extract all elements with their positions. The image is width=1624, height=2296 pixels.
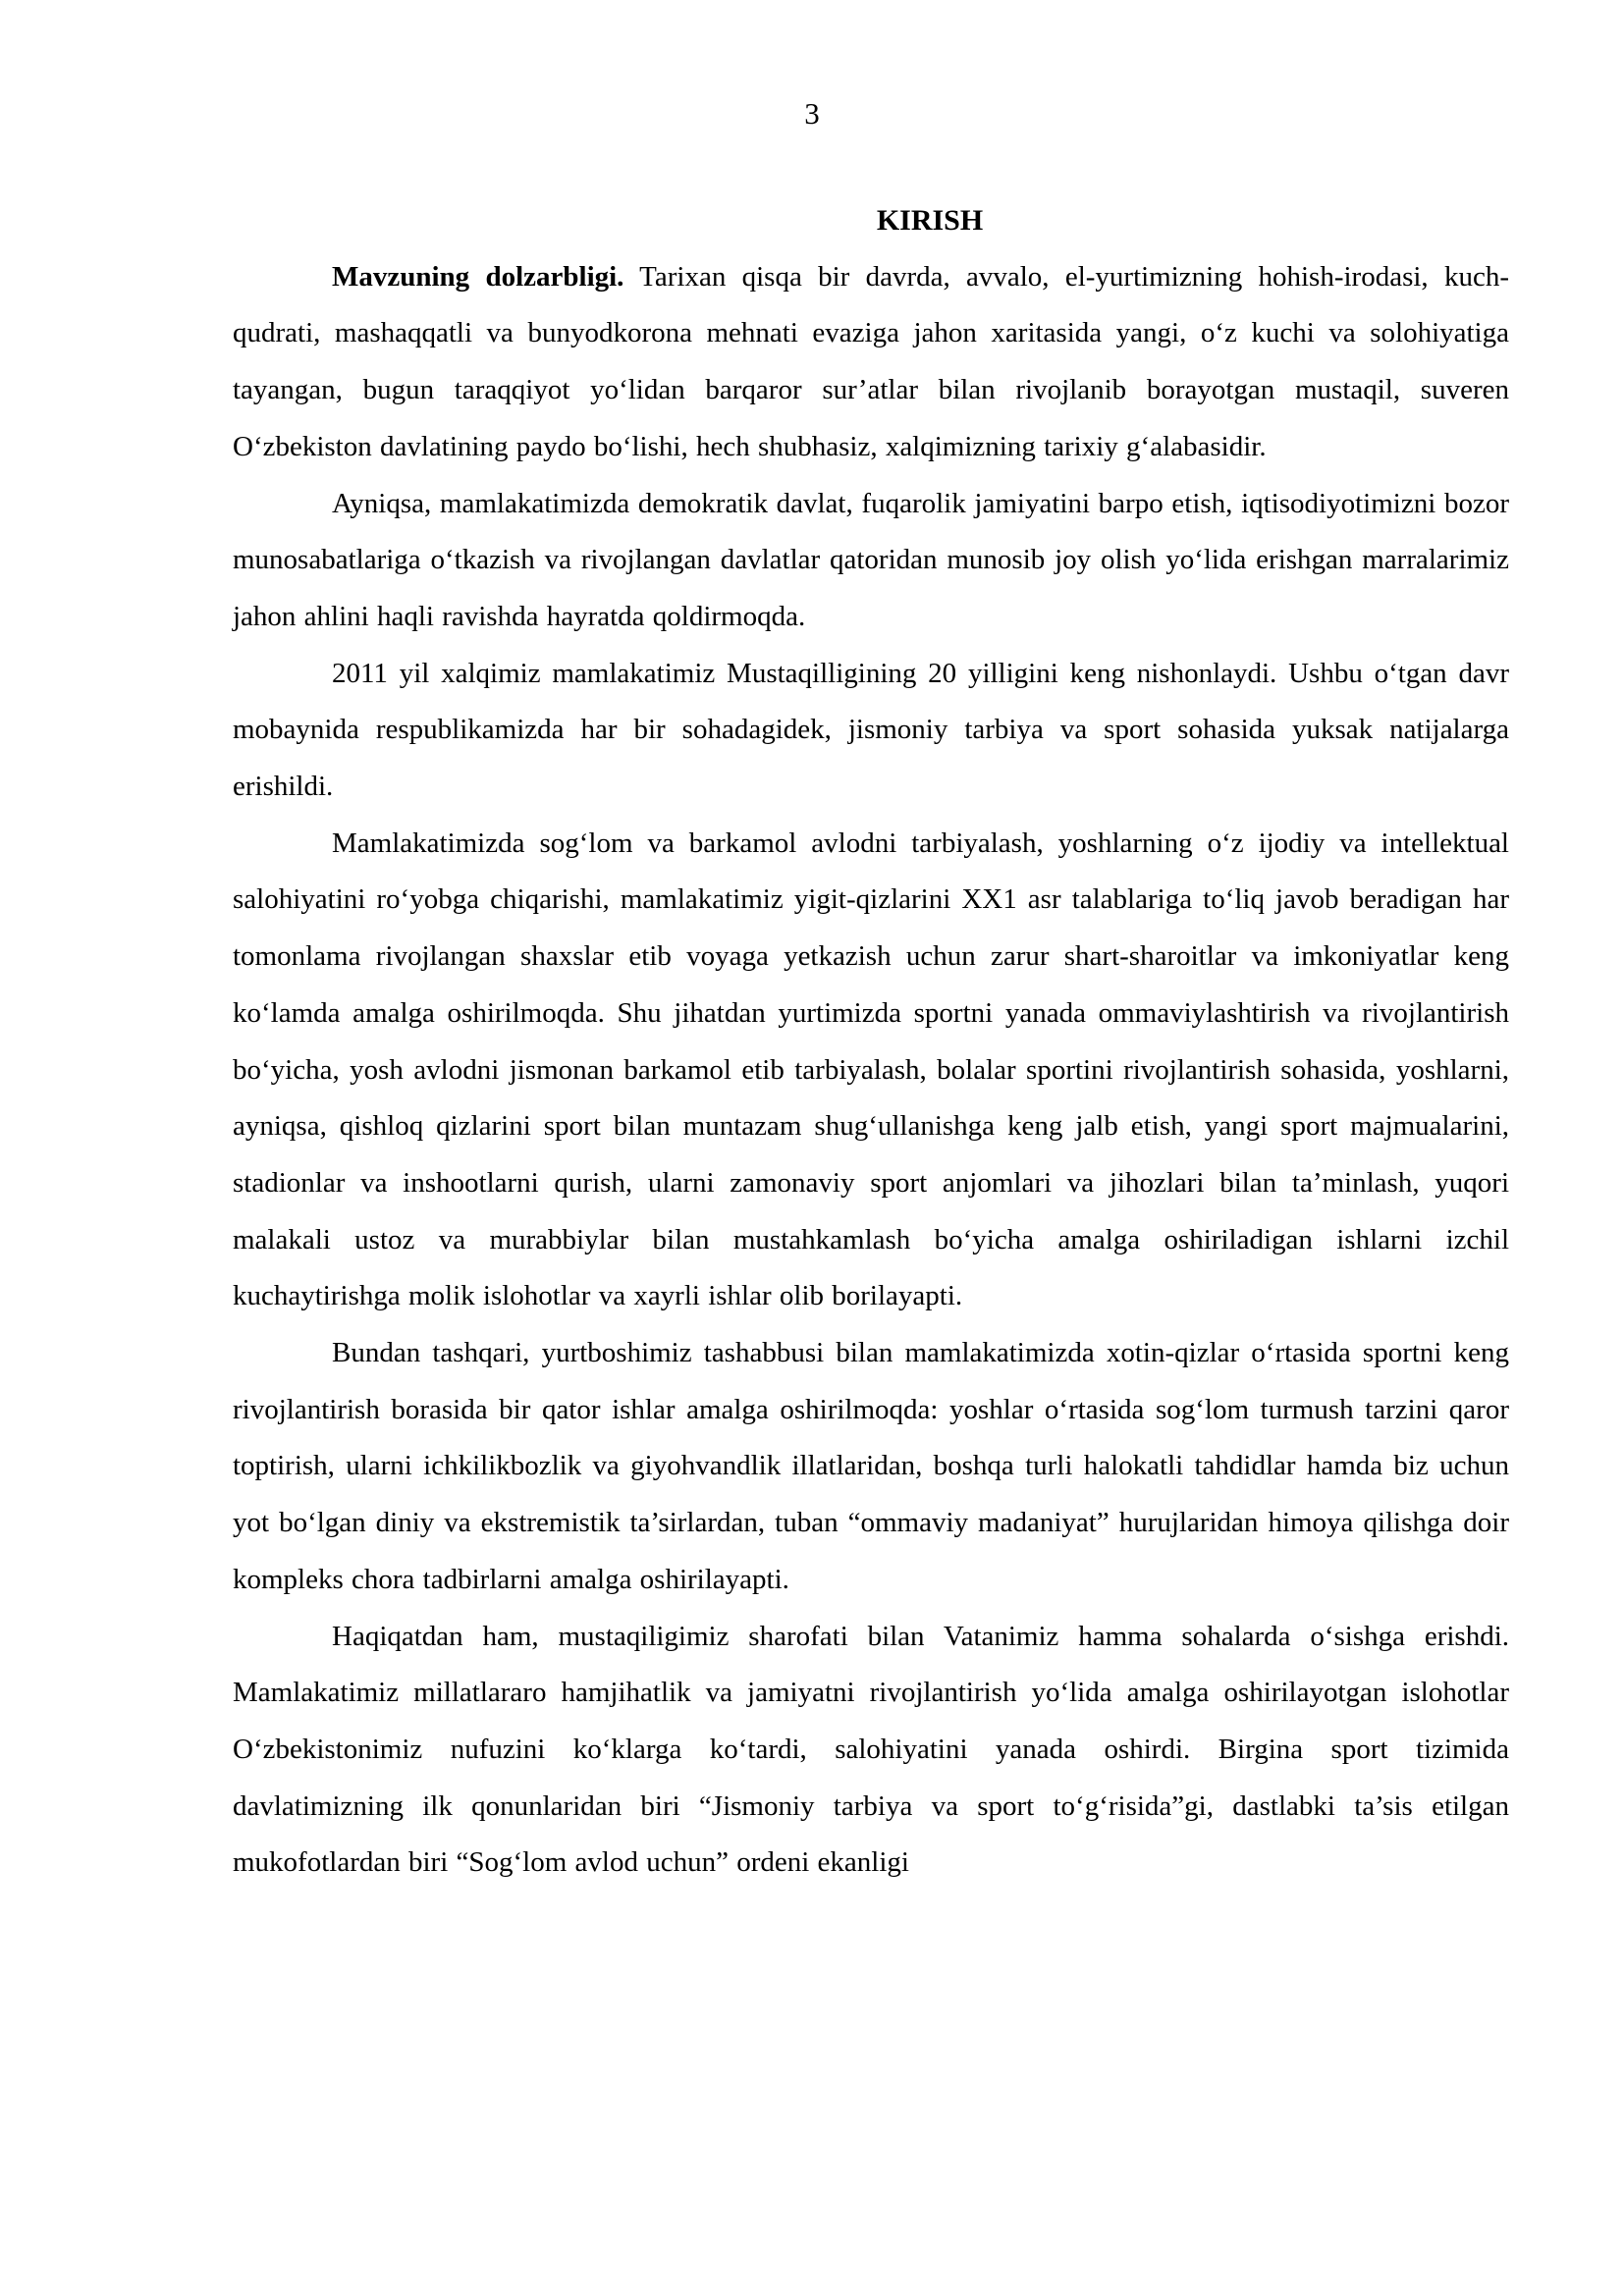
paragraph — [233, 476, 1509, 646]
paragraph-lead: Mavzuning dolzarbligi. — [332, 260, 624, 293]
paragraph — [233, 646, 1509, 816]
paragraph — [233, 1325, 1509, 1609]
paragraph-text: Haqiqatdan ham, mustaqiligimiz sharofati bilan Vatanimiz hamma sohalarda o‘sishga erishdi. Mamlakatimiz millatlararo hamjihatlik va jamiyatni rivojlantirish yo‘lida amalga oshirilayotgan islohotlar O‘zbekistonimiz nufuzini ko‘klarga ko‘tardi, salohiyatini yanada oshirdi. Birgina sport tizimida davlatimizning ilk qonunlaridan biri “Jismoniy tarbiya va sport to‘g‘risida”gi, dastlabki ta’sis etilgan mukofotlardan biri “Sog‘lom avlod uchun” ordeni ekanligi — [233, 1620, 1509, 1879]
paragraph — [233, 816, 1509, 1325]
paragraph-text: Ayniqsa, mamlakatimizda demokratik davlat, fuqarolik jamiyatini barpo etish, iqtisodiyotimizni bozor munosabatlariga o‘tkazish va rivojlangan davlatlar qatoridan munosib joy olish yo‘lida erishgan marralarimiz jahon ahlini haqli ravishda hayratda qoldirmoqda. — [233, 487, 1509, 632]
paragraph — [233, 249, 1509, 476]
page-number: 3 — [804, 96, 820, 131]
paragraph — [233, 1609, 1509, 1893]
document-body — [233, 192, 1509, 1892]
paragraph-text: Tarixan qisqa bir davrda, avvalo, el-yurtimizning hohish-irodasi, kuch-qudrati, mashaqqatli va bunyodkorona mehnati evaziga jahon xaritasida yangi, o‘z kuchi va solohiyatiga tayangan, bugun taraqqiyot yo‘lidan barqaror sur’atlar bilan rivojlanib borayotgan mustaqil, suveren O‘zbekiston davlatining paydo bo‘lishi, hech shubhasiz, xalqimizning tarixiy g‘alabasidir. — [233, 260, 1509, 462]
paragraph-text: Mamlakatimizda sog‘lom va barkamol avlodni tarbiyalash, yoshlarning o‘z ijodiy va intellektual salohiyatini ro‘yobga chiqarishi, mamlakatimiz yigit-qizlarini XX1 asr talablariga to‘liq javob beradigan har tomonlama rivojlangan shaxslar etib voyaga yetkazish uchun zarur shart-sharoitlar va imkoniyatlar keng ko‘lamda amalga oshirilmoqda. Shu jihatdan yurtimizda sportni yanada ommaviylashtirish va rivojlantirish bo‘yicha, yosh avlodni jismonan barkamol etib tarbiyalash, bolalar sportini rivojlantirish sohasida, yoshlarni, ayniqsa, qishloq qizlarini sport bilan muntazam shug‘ullanishga keng jalb etish, yangi sport majmualarini, stadionlar va inshootlarni qurish, ularni zamonaviy sport anjomlari va jihozlari bilan ta’minlash, yuqori malakali ustoz va murabbiylar bilan mustahkamlash bo‘yicha amalga oshiriladigan ishlarni izchil kuchaytirishga molik islohotlar va xayrli ishlar olib borilayapti. — [233, 827, 1509, 1312]
paragraph-text: 2011 yil xalqimiz mamlakatimiz Mustaqilligining 20 yilligini keng nishonlaydi. Ushbu o‘tgan davr mobaynida respublikamizda har bir sohadagidek, jismoniy tarbiya va sport sohasida yuksak natijalarga erishildi. — [233, 657, 1509, 803]
paragraph-text: Bundan tashqari, yurtboshimiz tashabbusi bilan mamlakatimizda xotin-qizlar o‘rtasida sportni keng rivojlantirish borasida bir qator ishlar amalga oshirilmoqda: yoshlar o‘rtasida sog‘lom turmush tarzini qaror toptirish, ularni ichkilikbozlik va giyohvandlik illatlaridan, boshqa turli halokatli tahdidlar hamda biz uchun yot bo‘lgan diniy va ekstremistik ta’sirlardan, tuban “ommaviy madaniyat” hurujlaridan himoya qilishga doir kompleks chora tadbirlarni amalga oshirilayapti. — [233, 1337, 1509, 1595]
section-heading: KIRISH — [876, 204, 984, 237]
